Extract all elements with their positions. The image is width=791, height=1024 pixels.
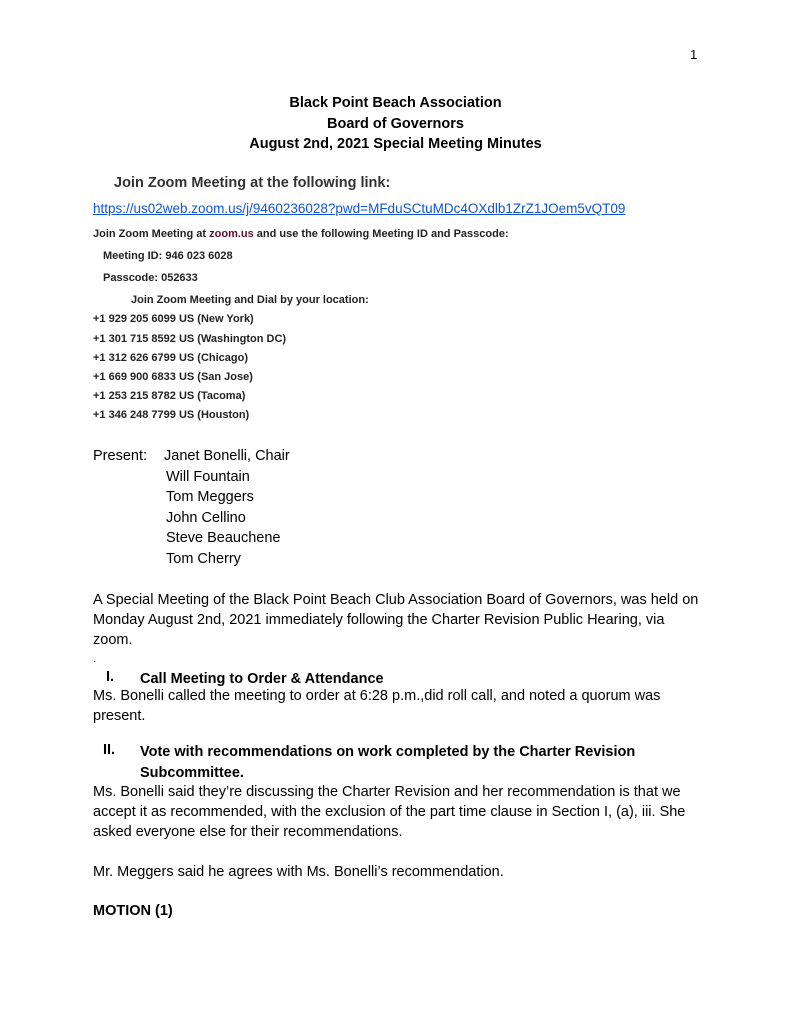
document-title-association: Black Point Beach Association [289,95,502,111]
dial-number: +1 253 215 8782 US (Tacoma) [93,390,246,402]
dial-heading: Join Zoom Meeting and Dial by your location: [131,294,369,306]
section-number: I. [106,669,115,685]
section-title: Call Meeting to Order & Attendance [140,671,384,687]
dial-number: +1 346 248 7799 US (Houston) [93,409,250,421]
separator-dot: . [93,651,97,665]
meeting-id: Meeting ID: 946 023 6028 [103,250,233,262]
dial-number: +1 312 626 6799 US (Chicago) [93,352,248,364]
dial-number: +1 929 205 6099 US (New York) [93,313,254,325]
zoom-domain-link[interactable]: zoom.us [209,228,254,240]
zoom-heading: Join Zoom Meeting at the following link: [114,175,391,191]
zoom-meeting-link[interactable]: https://us02web.zoom.us/j/9460236028?pwd=MFduSCtuMDc4OXdlb1ZrZ1JOem5vQT09 [93,201,626,216]
section-body: Ms. Bonelli said they’re discussing the Charter Revision and her recommendation is that we accept it as recommended, with the exclusion of the part time clause in Section I, (a), iii. She asked everyone else for their recommendations. [93,784,686,840]
section-title-line2: Subcommittee. [140,765,244,781]
present-label: Present: [93,448,147,464]
document-title-board: Board of Governors [327,116,464,132]
dial-number: +1 301 715 8592 US (Washington DC) [93,333,287,345]
zoom-join-prefix: Join Zoom Meeting at [93,228,210,240]
zoom-join-suffix: and use the following Meeting ID and Passcode: [253,228,509,240]
present-name: Tom Cherry [166,551,241,567]
present-name: Tom Meggers [166,489,254,505]
dial-number: +1 669 900 6833 US (San Jose) [93,371,253,383]
zoom-join-instructions [93,228,509,240]
section-body-followup: Mr. Meggers said he agrees with Ms. Bonelli’s recommendation. [93,864,504,880]
present-name: John Cellino [166,510,246,526]
intro-paragraph: A Special Meeting of the Black Point Beach Club Association Board of Governors, was held on Monday August 2nd, 2021 immediately following the Charter Revision Public Hearing, via zoom. [93,592,699,648]
section-title-line1: Vote with recommendations on work completed by the Charter Revision [140,744,636,760]
present-name: Janet Bonelli, Chair [164,448,290,464]
motion-label: MOTION (1) [93,903,173,919]
meeting-passcode: Passcode: 052633 [103,272,198,284]
section-body: Ms. Bonelli called the meeting to order at 6:28 p.m.,did roll call, and noted a quorum was present. [93,688,661,724]
document-title-meeting: August 2nd, 2021 Special Meeting Minutes [249,136,542,152]
present-name: Will Fountain [166,469,250,485]
page-number: 1 [690,47,698,62]
section-number: II. [103,742,116,758]
present-name: Steve Beauchene [166,530,281,546]
